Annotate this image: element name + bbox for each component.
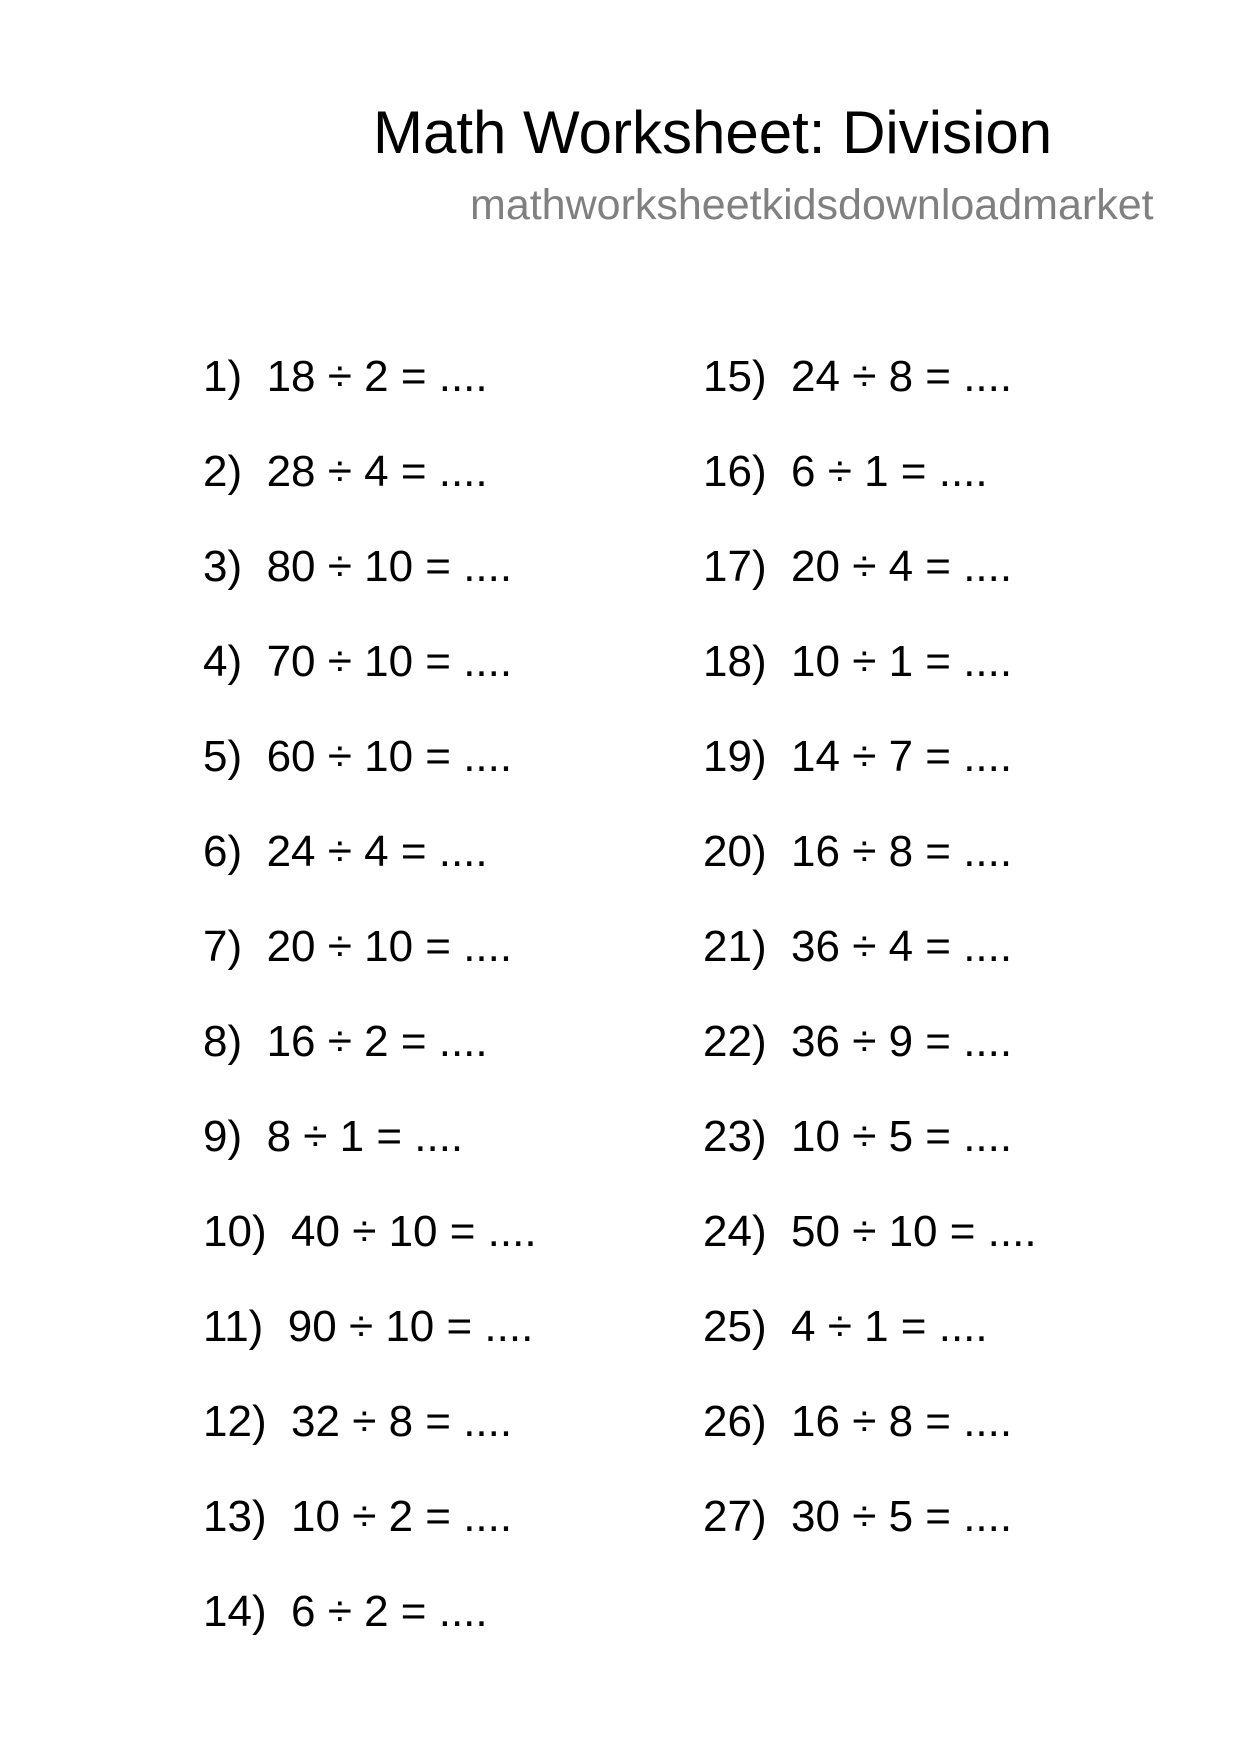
problem-11 xyxy=(203,1302,537,1397)
problem-expression: 24 ÷ 8 = .... xyxy=(791,352,1013,401)
problem-number: 7) xyxy=(203,922,243,971)
problem-number: 17) xyxy=(703,542,767,591)
problem-number: 15) xyxy=(703,352,767,401)
problem-number: 12) xyxy=(203,1397,267,1446)
problem-number: 6) xyxy=(203,827,243,876)
worksheet-subtitle: mathworksheetkidsdownloadmarket xyxy=(470,181,1154,229)
problem-22 xyxy=(703,1017,1037,1112)
problem-number: 14) xyxy=(203,1587,267,1636)
problem-number: 4) xyxy=(203,637,243,686)
problem-expression: 60 ÷ 10 = .... xyxy=(266,732,513,781)
problem-expression: 16 ÷ 2 = .... xyxy=(266,1017,488,1066)
problem-expression: 6 ÷ 2 = .... xyxy=(291,1587,488,1636)
problem-number: 5) xyxy=(203,732,243,781)
problem-number: 26) xyxy=(703,1397,767,1446)
problem-15 xyxy=(703,352,1037,447)
problem-number: 19) xyxy=(703,732,767,781)
problem-expression: 8 ÷ 1 = .... xyxy=(266,1112,464,1161)
problem-expression: 20 ÷ 10 = .... xyxy=(266,922,513,971)
problem-expression: 4 ÷ 1 = .... xyxy=(791,1302,988,1351)
problem-expression: 14 ÷ 7 = .... xyxy=(791,732,1013,781)
problem-25 xyxy=(703,1302,1037,1397)
problem-number: 21) xyxy=(703,922,767,971)
problem-21 xyxy=(703,922,1037,1017)
problem-14 xyxy=(203,1587,537,1682)
problem-10 xyxy=(203,1207,537,1302)
problem-number: 18) xyxy=(703,637,767,686)
problem-20 xyxy=(703,827,1037,922)
problem-number: 20) xyxy=(703,827,767,876)
problem-number: 9) xyxy=(203,1112,243,1161)
problem-12 xyxy=(203,1397,537,1492)
problem-1 xyxy=(203,352,537,447)
problem-13 xyxy=(203,1492,537,1587)
problem-expression: 6 ÷ 1 = .... xyxy=(791,447,988,496)
problem-expression: 50 ÷ 10 = .... xyxy=(791,1207,1037,1256)
problem-number: 27) xyxy=(703,1492,767,1541)
problem-number: 16) xyxy=(703,447,767,496)
problem-4 xyxy=(203,637,537,732)
problem-18 xyxy=(703,637,1037,732)
problem-expression: 18 ÷ 2 = .... xyxy=(266,352,488,401)
problem-5 xyxy=(203,732,537,827)
problem-expression: 16 ÷ 8 = .... xyxy=(791,827,1013,876)
problem-expression: 80 ÷ 10 = .... xyxy=(266,542,513,591)
problem-number: 22) xyxy=(703,1017,767,1066)
problem-number: 25) xyxy=(703,1302,767,1351)
problems-left-column xyxy=(203,352,537,1682)
problem-number: 2) xyxy=(203,447,243,496)
problem-expression: 40 ÷ 10 = .... xyxy=(291,1207,537,1256)
problem-expression: 16 ÷ 8 = .... xyxy=(791,1397,1013,1446)
problem-3 xyxy=(203,542,537,637)
problem-19 xyxy=(703,732,1037,827)
problem-24 xyxy=(703,1207,1037,1302)
problem-number: 24) xyxy=(703,1207,767,1256)
problems-right-column xyxy=(703,352,1037,1587)
problem-expression: 36 ÷ 4 = .... xyxy=(791,922,1013,971)
problem-number: 11) xyxy=(203,1302,264,1351)
problem-expression: 10 ÷ 5 = .... xyxy=(791,1112,1013,1161)
problem-expression: 10 ÷ 2 = .... xyxy=(291,1492,513,1541)
problem-number: 1) xyxy=(203,352,243,401)
problem-expression: 20 ÷ 4 = .... xyxy=(791,542,1013,591)
problem-expression: 10 ÷ 1 = .... xyxy=(791,637,1013,686)
problem-23 xyxy=(703,1112,1037,1207)
worksheet-title: Math Worksheet: Division xyxy=(373,99,1053,166)
problem-16 xyxy=(703,447,1037,542)
problem-expression: 70 ÷ 10 = .... xyxy=(266,637,513,686)
problem-8 xyxy=(203,1017,537,1112)
problem-expression: 36 ÷ 9 = .... xyxy=(791,1017,1013,1066)
problem-2 xyxy=(203,447,537,542)
problem-expression: 32 ÷ 8 = .... xyxy=(291,1397,513,1446)
problem-number: 13) xyxy=(203,1492,267,1541)
problem-expression: 90 ÷ 10 = .... xyxy=(287,1302,534,1351)
problem-expression: 28 ÷ 4 = .... xyxy=(266,447,488,496)
problem-7 xyxy=(203,922,537,1017)
problem-number: 8) xyxy=(203,1017,243,1066)
problem-expression: 24 ÷ 4 = .... xyxy=(266,827,488,876)
problem-number: 10) xyxy=(203,1207,267,1256)
problem-6 xyxy=(203,827,537,922)
problem-expression: 30 ÷ 5 = .... xyxy=(791,1492,1013,1541)
problem-number: 23) xyxy=(703,1112,767,1161)
problem-26 xyxy=(703,1397,1037,1492)
problem-number: 3) xyxy=(203,542,243,591)
problem-27 xyxy=(703,1492,1037,1587)
problem-9 xyxy=(203,1112,537,1207)
problem-17 xyxy=(703,542,1037,637)
